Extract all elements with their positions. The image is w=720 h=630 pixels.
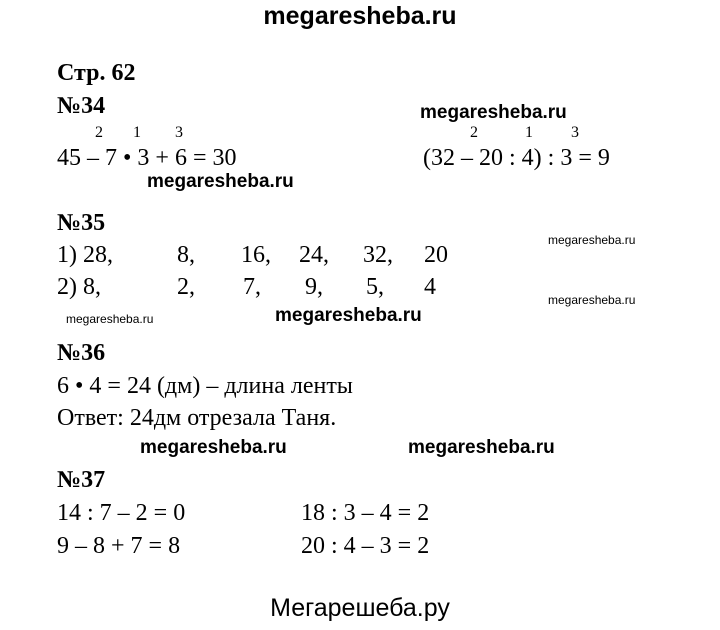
number-cell: 7, xyxy=(243,274,261,300)
task-34-expression-2: (32 – 20 : 4) : 3 = 9 xyxy=(423,145,610,171)
watermark-bottom: Мегарешеба.ру xyxy=(270,594,450,622)
order-number: 2 xyxy=(470,124,478,141)
number-cell: 9, xyxy=(305,274,323,300)
task-34-expression-1: 45 – 7 • 3 + 6 = 30 xyxy=(57,145,237,171)
task-36-title: №36 xyxy=(57,340,106,366)
number-cell: 24, xyxy=(299,242,329,268)
order-number: 1 xyxy=(525,124,533,141)
number-cell: 8, xyxy=(177,242,195,268)
watermark: megaresheba.ru xyxy=(147,171,294,192)
task-37-expression: 9 – 8 + 7 = 8 xyxy=(57,533,181,559)
watermark: megaresheba.ru xyxy=(408,437,555,458)
number-cell: 2, xyxy=(177,274,195,300)
order-number: 1 xyxy=(133,124,141,141)
task-37-expression: 14 : 7 – 2 = 0 xyxy=(57,500,186,526)
number-cell: 32, xyxy=(363,242,393,268)
task-35-title: №35 xyxy=(57,210,106,236)
watermark: megaresheba.ru xyxy=(140,437,287,458)
number-cell: 4 xyxy=(424,274,436,300)
task-37-title: №37 xyxy=(57,467,106,493)
watermark: megaresheba.ru xyxy=(420,102,567,123)
task-34-title: №34 xyxy=(57,93,106,119)
number-cell: 5, xyxy=(366,274,384,300)
task-36-answer: Ответ: 24дм отрезала Таня. xyxy=(57,405,337,431)
watermark: megaresheba.ru xyxy=(548,233,636,247)
order-number: 3 xyxy=(571,124,579,141)
watermark: megaresheba.ru xyxy=(275,305,422,326)
number-cell: 2) 8, xyxy=(57,274,101,300)
watermark: megaresheba.ru xyxy=(548,293,636,307)
page-label: Стр. 62 xyxy=(57,60,136,86)
task-37-expression: 20 : 4 – 3 = 2 xyxy=(301,533,430,559)
task-36-solution: 6 • 4 = 24 (дм) – длина ленты xyxy=(57,373,353,399)
number-cell: 1) 28, xyxy=(57,242,113,268)
number-cell: 20 xyxy=(424,242,448,268)
watermark-top: megaresheba.ru xyxy=(263,2,457,30)
order-number: 2 xyxy=(95,124,103,141)
task-37-expression: 18 : 3 – 4 = 2 xyxy=(301,500,430,526)
order-number: 3 xyxy=(175,124,183,141)
number-cell: 16, xyxy=(241,242,271,268)
watermark: megaresheba.ru xyxy=(66,312,154,326)
